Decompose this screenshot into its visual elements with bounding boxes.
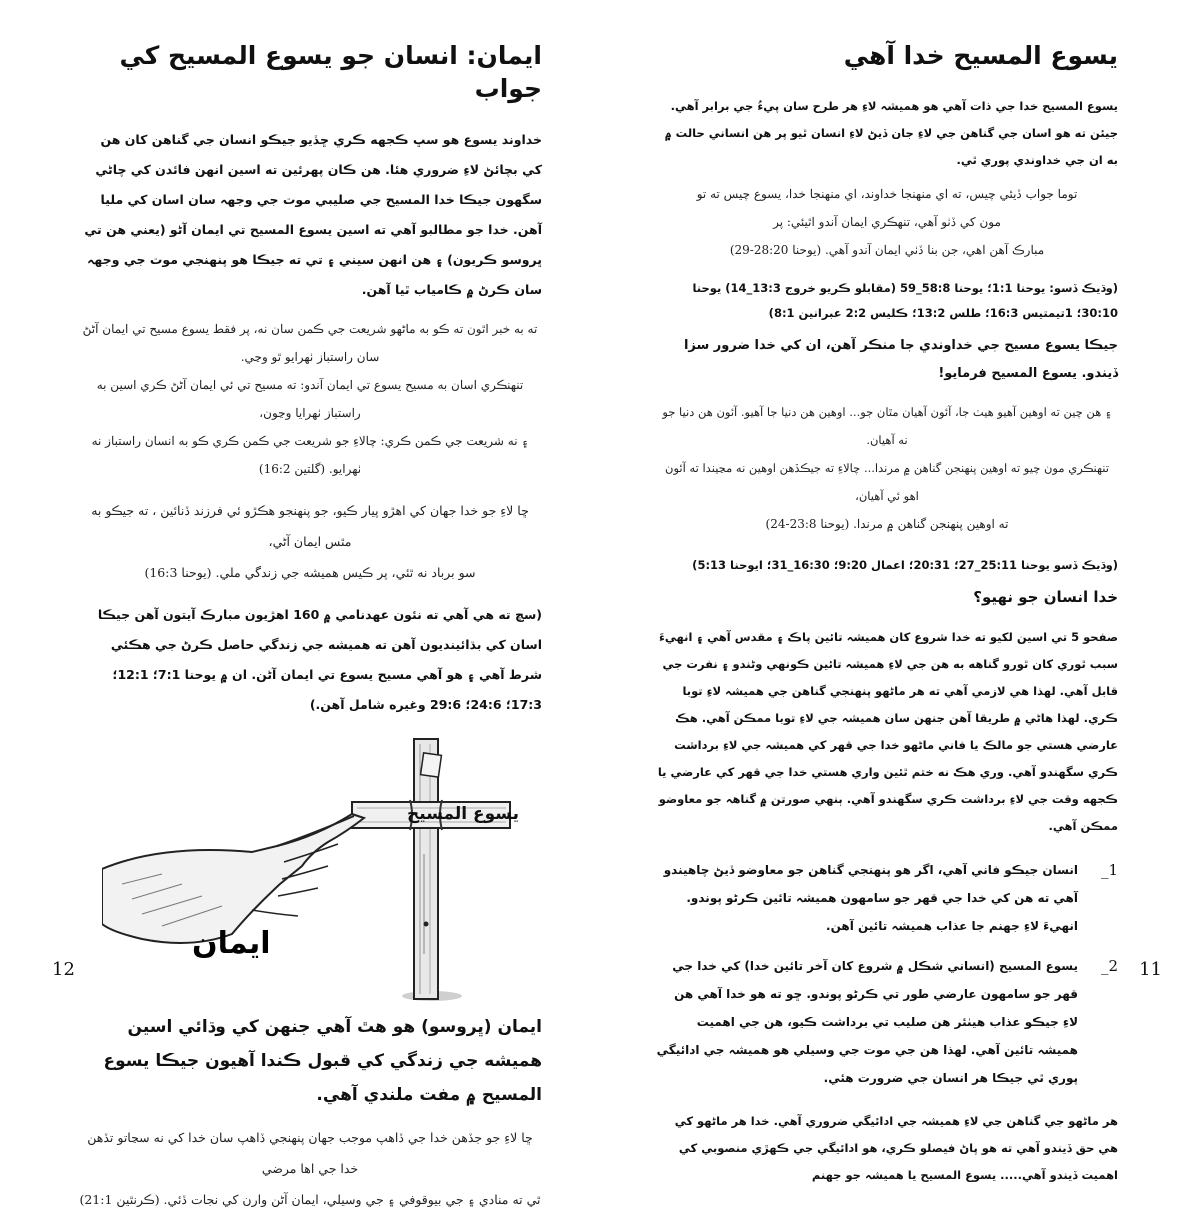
faith-definition: ايمان (ڀروسو) هو هٿ آهي جنهن کي وڌائي اسين هميشه جي زندگي کي قبول ڪندا آهيون جيڪا يسوع المسيح ۾ مفت ملندي آهي. xyxy=(103,1017,542,1105)
verse-line: مون کي ڏٺو آهي، تنهڪري ايمان آندو اٿيئي: پر xyxy=(773,214,1001,229)
list-item-text: انسان جيڪو فاني آهي، اگر هو پنهنجي گناهن جو معاوضو ڏيڻ چاهيندو آهي ته هن کي خدا جي قهر جو سامهون هميشہ تائين ڪرڻو پوندو. انهيءَ لاءِ جهنم جا عذاب هميشہ تائين آهن. xyxy=(663,862,1078,933)
verse-line: مبارڪ آهن اهي، جن بنا ڏٺي ايمان آندو آهي. (يوحنا 28:20-29) xyxy=(729,242,1045,257)
hand-cross-illustration xyxy=(102,734,542,1004)
list-item-text: يسوع المسيح (انساني شڪل ۾ شروع کان آخر تائين خدا) کي خدا جي قهر جو سامهون عارضي طور تي ڪرڻو پوندو. ڇو ته هو خدا آهي هن لاءِ جيڪو عذاب هيٺئر هن صليب تي برداشت ڪيو، هن جي اهميت هميشہ تائين آهي. لهذا هن جي موت جي وسيلي هو هميشہ جي ادائيگي پوري ٿي جيڪا هر انسان جي ضرورت هئي. xyxy=(656,958,1078,1085)
cross-sign-label: يسوع المسيح xyxy=(407,804,519,824)
section-heading: خدا انسان جو نهيو؟ xyxy=(973,587,1118,606)
list-number: 2_ xyxy=(1100,956,1118,975)
numbered-list xyxy=(656,856,1118,1092)
left-page xyxy=(0,0,600,1207)
faith-label: ايمان xyxy=(192,926,271,961)
verse-line: ته به خبر اٿون ته ڪو به ماڻهو شريعت جي ڪمن سان نه، پر فقط يسوع مسيح تي ايمان آڻڻ سان راستباز ٺهرايو ٿو وڃي. xyxy=(82,322,538,364)
verse-line: ڇا لاءِ جو خدا جهان کي اهڙو پيار ڪيو، جو پنهنجو هڪڙو ئي فرزند ڏنائين ، ته جيڪو به مٿس ايمان آڻي، xyxy=(91,503,529,549)
references-paragraph: (سچ ته هي آهي ته نئون عهدنامي ۾ 160 اهڙيون مبارڪ آيتون آهن جيڪا اسان کي بڌائينديون آهن ته هميشه جي زندگي حاصل ڪرڻ جي هڪئي شرط آهي ۽ هو آهي مسيح يسوع تي ايمان آڻن. ان ۾ يوحنا 7:1؛ 12:1؛ 17:3؛ 24:6؛ 29:6 وغيره شامل آهن.) xyxy=(97,607,542,712)
verse-line: تنهنڪري اسان به مسيح يسوع تي ايمان آندو: ته مسيح تي ئي ايمان آڻڻ ڪري اسين به راستباز ٺهرايا وڃون، xyxy=(96,378,524,420)
verse-line: ۽ نه شريعت جي ڪمن ڪري: چالاءِ جو شريعت جي ڪمن ڪري ڪو به انسان راستباز نه ٺهرايو. (گلتين 16:2) xyxy=(91,434,529,476)
verse-line: ته اوهين پنهنجن گناهن ۾ مرندا. (يوحنا 23:8-24) xyxy=(765,516,1009,531)
scripture-quote-john-8 xyxy=(656,398,1118,538)
list-item xyxy=(656,952,1118,1092)
page-title: ايمان: انسان جو يسوع المسيح کي جواب xyxy=(119,41,542,103)
intro-paragraph: خداوند يسوع هو سڀ ڪجهه ڪري ڇڏيو جيڪو انسان جي گناهن کان هن کي بچائڻ لاءِ ضروري هئا. هن ڪان پهرئين ته اسين انهن فائدن کي چاڻي سگھون جيڪا خدا المسيح جي صليبي موت جي وجهہ سان اسان کي مليا آهن. خدا جو مطالبو آهي ته اسين يسوع المسيح تي ايمان آڻو (يعني هن تي ڀروسو ڪريون) ۽ هن انهن سيني ۽ تي ته جيڪا هو پنهنجي موت جي وجهہ سان ڪرڻ ۾ ڪامياب ٿيا آهن. xyxy=(84,132,542,297)
intro-paragraph: يسوع المسيح خدا جي ذات آهي هو هميشہ لاءِ هر طرح سان پيءُ جي برابر آهي. جيئن ته هو اسان جي گناهن جي لاءِ جان ڏيڻ لاءِ انسان ٿيو پر هن انساني حالت ۾ به ان جي خداوندي پوري ٿي. xyxy=(664,98,1118,167)
page-number: 11 xyxy=(1139,959,1162,980)
scripture-quote-galatians xyxy=(78,315,542,483)
warning-line: جيڪا يسوع مسيح جي خداوندي جا منڪر آهن، ان کي خدا ضرور سزا ڏيندو. يسوع المسيح فرمايو! xyxy=(683,337,1118,381)
verse-line: توما جواب ڏيئي چيس، ته اي منهنجا خداوند، اي منهنجا خدا، يسوع چيس ته تو xyxy=(696,186,1078,201)
scripture-quote-john xyxy=(78,495,542,588)
verse-line: سو برباد نه ٿئي، پر ڪيس هميشه جي زندگي ملي. (يوحنا 16:3) xyxy=(144,565,476,580)
verse-line: تنهنڪري مون چيو ته اوهين پنهنجن گناهن ۾ مرندا... چالاءِ ته جيڪڏهن اوهين نه مڃيندا ته آئون اهو ئي آهيان، xyxy=(665,460,1109,503)
verse-line: ڇا لاءِ جو جڏهن خدا جي ڏاهپ موجب جهان پنهنجي ڏاهپ سان خدا کي نه سڃاتو تڏهن خدا جي اها مرضي xyxy=(87,1130,533,1176)
scripture-quote-corinthians xyxy=(78,1122,542,1215)
list-number: 1_ xyxy=(1100,860,1118,879)
list-item xyxy=(656,856,1118,940)
page-number: 12 xyxy=(52,959,75,980)
cross-drawing xyxy=(102,734,542,1004)
references-line: (وڌيڪ ڏسو يوحنا 25:11_27؛ 20:31؛ اعمال 9:20؛ 16:30_31؛ ايوحنا 5:13) xyxy=(692,557,1118,572)
verse-line: ۽ هن چين ته اوهين آهيو هيٺ جا، آئون آهيان مٿان جو... اوهين هن دنيا جا آهيو. آئون هن دنيا جو نه آهيان. xyxy=(662,404,1112,447)
verse-line: ٿي ته منادي ۽ جي بيوقوفي ۽ جي وسيلي، ايمان آڻن وارن کي نجات ڏئي. (ڪرنٿين 21:1) xyxy=(79,1192,541,1207)
closing-paragraph: هر ماڻهو جي گناهن جي لاءِ هميشہ جي ادائيگي ضروري آهي. خدا هر ماڻهو کي هي حق ڏيندو آهي ته هو پاڻ فيصلو ڪري، هو ادائيگي جي ڪهڙي منصوبي کي اهميت ڏيندو آهي..... يسوع المسيح يا هميشہ جو جهنم xyxy=(674,1113,1118,1182)
page-title: يسوع المسيح خدا آهي xyxy=(843,41,1118,70)
scripture-quote-john-20 xyxy=(656,180,1118,264)
body-paragraph: صفحو 5 تي اسين لکيو ته خدا شروع کان هميشہ تائين پاڪ ۽ مقدس آهي ۽ انهيءَ سبب ٿوري کان ٿورو گناهه به هن جي لاءِ هميشہ تائين ڪونهي وڻندو ۽ نفرت جي قابل آهي. لهذا هي لازمي آهي ته هر ماڻهو پنهنجي گناهن جي هميشہ لاءِ توبا ڪري. لهذا هاڻي ۾ طريقا آهن جنهن سان هميشہ جي لاءِ توبا ممڪن آهي. هڪ عارضي هستي جو مالڪ يا فاني ماڻهو خدا جي قهر کي هميشہ جي لاءِ برداشت ڪري سگھندو آهي. وري هڪ نه ختم ٿئين واري هستي خدا جي قهر کي عارضي يا ڪجهه وقت جي لاءِ برداشت ڪري سگھندو آهي. ٻنهي صورتن ۾ گناهہ جو معاوضو ممڪن آهي. xyxy=(657,629,1118,833)
right-page xyxy=(600,0,1200,1182)
references-line: (وڌيڪ ڏسو: يوحنا 1:1؛ يوحنا 58:8_59 (مقابلو ڪريو خروج 13:3_14) يوحنا 30:10؛ 1تيمتيس 16:3؛ طلس 13:2؛ ڪليس 2:2 عبرانين 8:1) xyxy=(692,280,1118,320)
